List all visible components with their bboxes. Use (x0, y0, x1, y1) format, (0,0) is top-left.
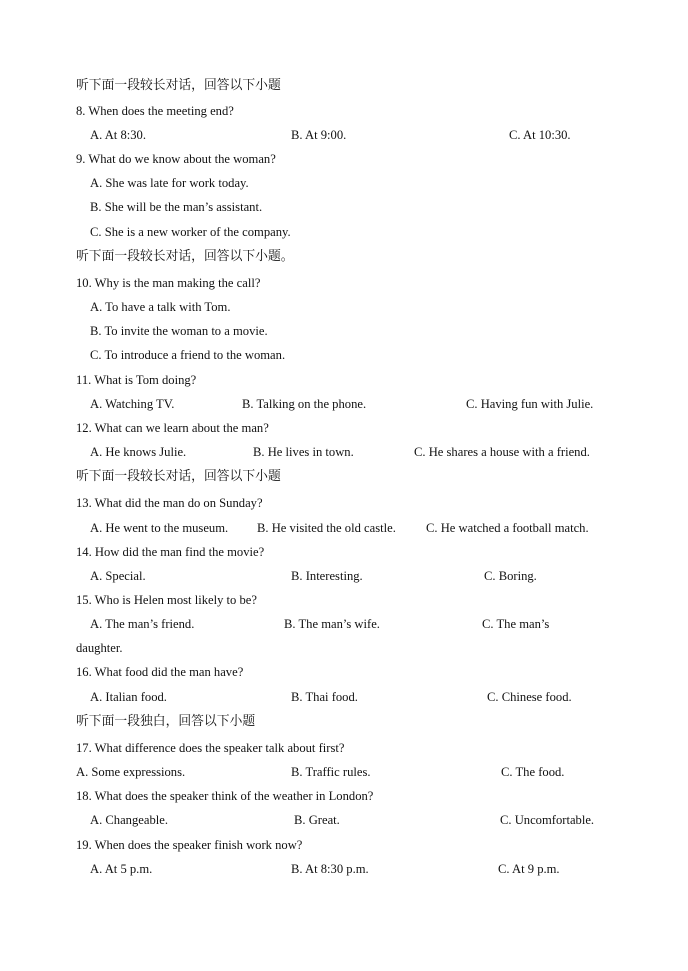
question (0, 736, 688, 760)
section-heading-text: 听下面一段较长对话，回答以下小题。 (76, 249, 294, 264)
option-b: B. Great. (294, 813, 340, 827)
question (0, 540, 688, 564)
option-c: C. He shares a house with a friend. (414, 445, 590, 459)
question-text: 11. What is Tom doing? (76, 373, 197, 387)
question-text: 19. When does the speaker finish work now? (76, 838, 303, 852)
option-c: C. Uncomfortable. (500, 813, 595, 827)
option-line (0, 195, 688, 219)
question (0, 784, 688, 808)
option-c: C. At 10:30. (509, 128, 571, 142)
option-a: A. Italian food. (90, 690, 167, 704)
option-c: C. The man’s (482, 617, 550, 631)
options-row (0, 123, 688, 147)
option-line (0, 319, 688, 343)
option-c: C. Chinese food. (487, 690, 572, 704)
option-line (0, 295, 688, 319)
question-text: 13. What did the man do on Sunday? (76, 496, 263, 510)
option-b: B. He lives in town. (253, 445, 354, 459)
question-text: 14. How did the man find the movie? (76, 545, 265, 559)
section-heading-text: 听下面一段较长对话，回答以下小题 (76, 78, 281, 93)
options-row (0, 612, 688, 636)
question-text: 12. What can we learn about the man? (76, 421, 269, 435)
option-c: C. Boring. (484, 569, 537, 583)
continuation-text: daughter. (76, 641, 123, 655)
option-b: B. Traffic rules. (291, 765, 371, 779)
question-text: 15. Who is Helen most likely to be? (76, 593, 257, 607)
option-a: A. To have a talk with Tom. (90, 300, 231, 314)
option-line (0, 220, 688, 244)
question (0, 660, 688, 684)
options-row (0, 808, 688, 832)
option-c: C. Having fun with Julie. (466, 397, 594, 411)
option-b: B. She will be the man’s assistant. (90, 200, 263, 214)
option-a: A. He went to the museum. (90, 521, 229, 535)
option-b: B. At 9:00. (291, 128, 347, 142)
question (0, 99, 688, 123)
option-b: B. He visited the old castle. (257, 521, 396, 535)
option-continuation (0, 636, 688, 660)
options-row (0, 760, 688, 784)
question (0, 588, 688, 612)
option-a: A. Changeable. (90, 813, 168, 827)
section-heading (0, 710, 688, 734)
options-row (0, 685, 688, 709)
option-b: B. Thai food. (291, 690, 358, 704)
option-a: A. At 8:30. (90, 128, 146, 142)
option-c: C. The food. (501, 765, 565, 779)
option-a: A. The man’s friend. (90, 617, 195, 631)
question-text: 10. Why is the man making the call? (76, 276, 261, 290)
option-a: A. She was late for work today. (90, 176, 249, 190)
option-c: C. She is a new worker of the company. (90, 225, 291, 239)
option-b: B. Talking on the phone. (242, 397, 367, 411)
question (0, 416, 688, 440)
option-b: B. The man’s wife. (284, 617, 380, 631)
section-heading (0, 245, 688, 269)
option-c: C. To introduce a friend to the woman. (90, 348, 286, 362)
question-text: 18. What does the speaker think of the weather in London? (76, 789, 374, 803)
option-a: A. Some expressions. (76, 765, 186, 779)
option-line (0, 171, 688, 195)
option-b: B. At 8:30 p.m. (291, 862, 369, 876)
question (0, 368, 688, 392)
option-c: C. He watched a football match. (426, 521, 589, 535)
option-line (0, 343, 688, 367)
section-heading (0, 74, 688, 98)
question-text: 16. What food did the man have? (76, 665, 244, 679)
option-a: A. At 5 p.m. (90, 862, 153, 876)
options-row (0, 857, 688, 881)
option-b: B. Interesting. (291, 569, 363, 583)
section-heading (0, 465, 688, 489)
option-a: A. He knows Julie. (90, 445, 187, 459)
option-b: B. To invite the woman to a movie. (90, 324, 268, 338)
question (0, 147, 688, 171)
question-text: 17. What difference does the speaker talk about first? (76, 741, 345, 755)
option-c: C. At 9 p.m. (498, 862, 560, 876)
question (0, 271, 688, 295)
options-row (0, 392, 688, 416)
question (0, 833, 688, 857)
section-heading-text: 听下面一段独白，回答以下小题 (76, 714, 256, 729)
question (0, 491, 688, 515)
options-row (0, 516, 688, 540)
options-row (0, 440, 688, 464)
question-text: 9. What do we know about the woman? (76, 152, 276, 166)
question-text: 8. When does the meeting end? (76, 104, 234, 118)
option-a: A. Special. (90, 569, 146, 583)
section-heading-text: 听下面一段较长对话，回答以下小题 (76, 469, 281, 484)
option-a: A. Watching TV. (90, 397, 175, 411)
options-row (0, 564, 688, 588)
